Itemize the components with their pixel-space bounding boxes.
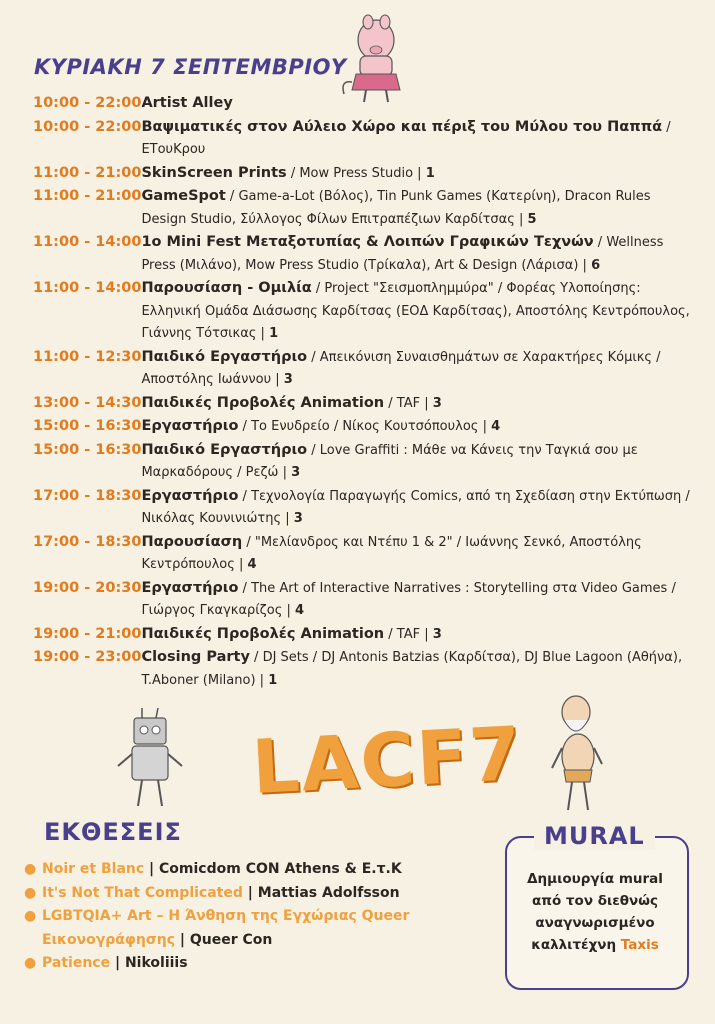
event-room: 5 <box>527 211 537 227</box>
room-separator: | <box>413 165 426 181</box>
event-title: Παρουσίαση - Ομιλία <box>141 280 312 296</box>
event-title: Παιδικό Εργαστήριο <box>141 441 308 458</box>
event-time: 15:00 - 16:30 <box>33 418 142 434</box>
exhibition-by: Queer Con <box>189 931 273 948</box>
event-time: 13:00 - 14:30 <box>33 394 142 411</box>
schedule-row <box>33 346 693 392</box>
event-time: 19:00 - 20:30 <box>33 579 142 596</box>
festival-logo: LACF7 <box>249 710 525 812</box>
exhibition-separator: | <box>242 884 258 901</box>
event-title: Artist Alley <box>141 95 233 111</box>
event-room: 6 <box>591 257 601 273</box>
exhibition-name: It's Not That Complicated <box>42 884 243 901</box>
schedule-row <box>33 577 693 623</box>
event-title: Παρουσίαση <box>141 533 243 550</box>
event-details: Το Ενυδρείο / Νίκος Κουτσόπουλος <box>251 419 479 434</box>
exhibition-item <box>24 905 494 952</box>
event-title: Παιδικό Εργαστήριο <box>141 348 308 365</box>
exhibition-separator: | <box>110 955 125 971</box>
room-separator: | <box>256 326 270 341</box>
schedule-row <box>33 646 693 692</box>
event-description <box>141 231 693 277</box>
exhibition-item <box>24 858 494 882</box>
event-description <box>141 346 693 392</box>
event-separator: / <box>238 488 252 504</box>
event-room: 1 <box>269 326 279 341</box>
room-separator: | <box>271 372 284 387</box>
room-separator: | <box>255 672 269 688</box>
event-time: 10:00 - 22:00 <box>33 95 142 111</box>
schedule-row <box>33 162 693 186</box>
schedule-row <box>33 531 693 577</box>
robot-illustration <box>112 704 188 812</box>
exhibition-name: Patience <box>42 955 111 971</box>
schedule-row <box>33 623 693 647</box>
bullet-icon: ● <box>24 955 37 971</box>
event-room: 1 <box>268 672 278 688</box>
event-room: 3 <box>291 465 301 480</box>
event-description <box>141 577 693 623</box>
room-separator: | <box>514 211 528 227</box>
event-separator: / <box>242 534 255 550</box>
room-separator: | <box>478 419 492 434</box>
bullet-icon: ● <box>24 908 37 924</box>
event-time: 11:00 - 14:00 <box>33 234 142 250</box>
event-title: Εργαστήριο <box>141 418 239 434</box>
exhibition-name: Noir et Blanc <box>42 861 145 877</box>
exhibition-separator: | <box>144 861 160 877</box>
event-details: Love Graffiti : Μάθε να Κάνεις την Ταγκιά σου με Μαρκαδόρους / Ρεζώ <box>141 442 638 480</box>
event-room: 1 <box>425 165 435 181</box>
event-description <box>141 116 693 162</box>
event-room: 4 <box>295 603 305 618</box>
schedule-row <box>33 415 693 439</box>
exhibition-text <box>42 905 494 952</box>
event-room: 4 <box>247 557 257 572</box>
exhibitions-title: ΕΚΘΕΣΕΙΣ <box>44 818 182 846</box>
exhibition-item <box>24 952 494 976</box>
event-separator: / <box>238 580 252 596</box>
event-details: Wellness Press (Μιλάνο), Mow Press Studio (Τρίκαλα), Art & Design (Λάρισα) <box>141 235 664 273</box>
event-room: 3 <box>432 395 442 411</box>
event-title: Βαψιματικές στον Αύλειο Χώρο και πέριξ του Μύλου του Παππά <box>141 118 663 135</box>
exhibition-by: Mattias Adolfsson <box>257 884 400 901</box>
event-separator: / <box>238 419 252 434</box>
event-description <box>141 162 693 186</box>
event-time: 17:00 - 18:30 <box>33 487 142 504</box>
schedule-row <box>33 277 693 346</box>
event-description <box>141 185 693 231</box>
event-time: 10:00 - 22:00 <box>33 118 142 135</box>
event-room: 4 <box>491 419 501 434</box>
event-separator: / <box>384 626 397 642</box>
schedule-row <box>33 92 693 116</box>
event-details: "Μελίανδρος και Ντέπυ 1 & 2" / Ιωάννης Σενκό, Αποστόλης Κεντρόπουλος <box>141 534 642 572</box>
event-title: Παιδικές Προβολές Animation <box>141 394 385 411</box>
event-separator: / <box>286 165 300 181</box>
room-separator: | <box>278 465 292 480</box>
event-separator: / <box>384 395 397 411</box>
bullet-icon: ● <box>24 861 37 877</box>
mural-artist: Taxis <box>620 937 659 953</box>
event-separator: / <box>307 349 320 365</box>
event-room: 3 <box>293 511 303 526</box>
event-description <box>141 415 693 439</box>
event-description <box>141 531 693 577</box>
event-title: Εργαστήριο <box>141 487 239 504</box>
event-description <box>141 92 693 116</box>
bullet-icon: ● <box>24 884 37 901</box>
exhibition-by: Comicdom CON Athens & Ε.τ.Κ <box>159 861 402 877</box>
room-separator: | <box>234 557 248 572</box>
mural-description <box>514 868 676 956</box>
event-title: GameSpot <box>141 188 226 204</box>
event-separator: / <box>311 281 325 296</box>
mural-text: Δημιουργία mural από τον διεθνώς αναγνωρισμένο καλλιτέχνη <box>527 871 663 953</box>
exhibitions-list <box>24 858 494 976</box>
mural-title: MURAL <box>534 822 655 850</box>
event-details: Project "Σεισμοπλημμύρα" / Φορέας Υλοποίησης: Ελληνική Ομάδα Διάσωσης Καρδίτσας (ΕΟΔ Καρδίτσας), Αποστόλης Κεντρόπουλος, Γιάννης Τότσικας <box>141 281 690 341</box>
room-separator: | <box>578 257 592 273</box>
schedule-list <box>33 92 693 692</box>
event-description <box>141 392 693 416</box>
exhibition-text <box>42 882 400 906</box>
event-title: Παιδικές Προβολές Animation <box>141 625 385 642</box>
event-details: Τεχνολογία Παραγωγής Comics, από τη Σχεδίαση στην Εκτύπωση / Νικόλας Κουνινιώτης <box>141 488 690 526</box>
exhibition-separator: | <box>175 931 190 948</box>
event-description <box>141 277 693 346</box>
event-title: SkinScreen Prints <box>141 164 287 181</box>
event-details: TAF <box>396 395 421 411</box>
event-room: 3 <box>432 626 442 642</box>
event-separator: / <box>593 235 607 250</box>
event-details: ΕΤουΚρου <box>141 142 206 157</box>
event-separator: / <box>249 650 263 665</box>
event-details: The Art of Interactive Narratives : Storytelling στα Video Games / Γιώργος Γκαγκαρίζος <box>141 580 676 618</box>
room-separator: | <box>420 395 433 411</box>
event-separator: / <box>307 442 320 458</box>
room-separator: | <box>282 603 295 618</box>
schedule-row <box>33 231 693 277</box>
event-description <box>141 485 693 531</box>
schedule-row <box>33 392 693 416</box>
event-details: Game-a-Lot (Βόλος), Tin Punk Games (Κατερίνη), Dracon Rules Design Studio, Σύλλογος Φίλων Επιτραπέζιων Καρδίτσας <box>141 189 651 227</box>
event-separator: / <box>225 189 239 204</box>
event-description <box>141 646 693 692</box>
event-time: 15:00 - 16:30 <box>33 441 142 458</box>
event-time: 11:00 - 21:00 <box>33 188 142 204</box>
exhibition-text <box>42 858 402 882</box>
event-title: Εργαστήριο <box>141 579 239 596</box>
event-details: Mow Press Studio <box>299 165 414 181</box>
event-details: TAF <box>396 626 421 642</box>
day-title: ΚΥΡΙΑΚΗ 7 ΣΕΠΤΕΜΒΡΙΟΥ <box>34 55 347 79</box>
schedule-row <box>33 185 693 231</box>
event-time: 11:00 - 14:00 <box>33 280 142 296</box>
exhibition-name: LGBTQIA+ Art – Η Άνθηση της Εγχώριας Queer Εικονογράφησης <box>42 908 410 948</box>
event-title: 1ο Mini Fest Μεταξοτυπίας & Λοιπών Γραφικών Τεχνών <box>141 234 594 250</box>
exhibition-item <box>24 882 494 906</box>
event-time: 19:00 - 21:00 <box>33 625 142 642</box>
old-man-illustration <box>540 690 620 816</box>
exhibition-by: Nikoliiis <box>124 955 188 971</box>
event-description <box>141 439 693 485</box>
event-separator: / <box>662 119 671 135</box>
event-details: DJ Sets / DJ Antonis Batzias (Καρδίτσα), DJ Blue Lagoon (Αθήνα), T.Aboner (Milano) <box>141 650 683 688</box>
schedule-row <box>33 116 693 162</box>
exhibition-text <box>42 952 188 976</box>
event-time: 17:00 - 18:30 <box>33 533 142 550</box>
schedule-row <box>33 485 693 531</box>
room-separator: | <box>420 626 433 642</box>
room-separator: | <box>281 511 294 526</box>
schedule-row <box>33 439 693 485</box>
event-time: 11:00 - 12:30 <box>33 348 142 365</box>
event-details: Απεικόνιση Συναισθημάτων σε Χαρακτήρες Κόμικς / Αποστόλης Ιωάννου <box>141 349 661 387</box>
event-room: 3 <box>283 372 293 387</box>
event-description <box>141 623 693 647</box>
event-time: 19:00 - 23:00 <box>33 649 142 665</box>
event-title: Closing Party <box>141 649 250 665</box>
event-time: 11:00 - 21:00 <box>33 164 142 181</box>
